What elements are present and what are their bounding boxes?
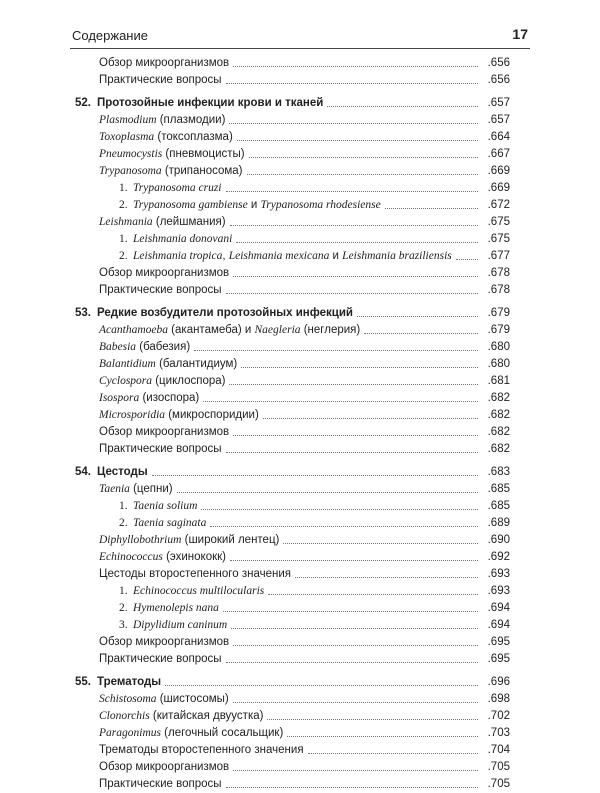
toc-entry-text: (легочный сосальщик) bbox=[160, 727, 284, 739]
toc-entry-title bbox=[99, 129, 233, 146]
dot-leader bbox=[268, 594, 478, 595]
dot-leader bbox=[203, 401, 478, 402]
toc-entry-title bbox=[99, 481, 173, 498]
toc-entry-title bbox=[99, 566, 291, 583]
dot-leader bbox=[327, 106, 478, 107]
toc-entry-title bbox=[99, 373, 225, 390]
toc-entry-text: (китайская двуустка) bbox=[149, 710, 264, 722]
toc-entry[interactable] bbox=[75, 373, 510, 390]
toc-entry[interactable] bbox=[75, 481, 510, 498]
dot-leader bbox=[236, 242, 478, 243]
toc-page-number: .690 bbox=[486, 532, 510, 549]
toc-entry[interactable] bbox=[75, 691, 510, 708]
dot-leader bbox=[229, 123, 478, 124]
toc-entry-number: 55. bbox=[75, 676, 91, 688]
toc-entry-title bbox=[99, 634, 229, 651]
toc-entry[interactable] bbox=[75, 265, 510, 282]
toc-entry[interactable] bbox=[75, 651, 510, 668]
toc-entry-text: (акантамеба) и bbox=[167, 324, 255, 336]
toc-entry-text: Цестоды второстепенного значения bbox=[99, 568, 291, 580]
dot-leader bbox=[283, 543, 478, 544]
toc-entry[interactable] bbox=[75, 441, 510, 458]
toc-entry-text: Dipylidium caninum bbox=[133, 619, 228, 631]
dot-leader bbox=[231, 628, 478, 629]
toc-page-number: .680 bbox=[486, 339, 510, 356]
toc-entry-number: 3. bbox=[119, 619, 128, 631]
toc-entry[interactable] bbox=[75, 424, 510, 441]
toc-entry[interactable] bbox=[75, 583, 510, 600]
toc-page-number: .679 bbox=[486, 322, 510, 339]
dot-leader bbox=[456, 259, 478, 260]
toc-entry-title bbox=[75, 464, 148, 481]
toc-entry-number: 2. bbox=[119, 602, 128, 614]
toc-entry-title bbox=[75, 95, 323, 112]
toc-entry[interactable] bbox=[75, 55, 510, 72]
dot-leader bbox=[308, 753, 478, 754]
toc-entry-text: Практические вопросы bbox=[99, 653, 222, 665]
toc-entry-text: (лейшмания) bbox=[152, 216, 226, 228]
toc-entry-title bbox=[99, 424, 229, 441]
dot-leader bbox=[210, 526, 478, 527]
toc-entry-text: Taenia solium bbox=[133, 500, 198, 512]
toc-page-number: .675 bbox=[486, 214, 510, 231]
toc-chapter[interactable] bbox=[75, 464, 510, 481]
toc-entry-text: (бабезия) bbox=[136, 341, 191, 353]
toc-entry-text: Практические вопросы bbox=[99, 443, 222, 455]
dot-leader bbox=[263, 418, 478, 419]
dot-leader bbox=[226, 452, 478, 453]
toc-entry-text: Leishmania donovani bbox=[133, 233, 233, 245]
toc-page-number: .682 bbox=[486, 407, 510, 424]
dot-leader bbox=[152, 475, 478, 476]
toc-entry-text: Leishmania bbox=[99, 216, 153, 228]
toc-entry-text: и bbox=[247, 199, 261, 211]
toc-entry-title bbox=[99, 549, 226, 566]
toc-entry-text: Isospora bbox=[99, 392, 140, 404]
toc-page-number: .693 bbox=[486, 566, 510, 583]
toc-entry[interactable] bbox=[75, 339, 510, 356]
toc-entry[interactable] bbox=[75, 776, 510, 793]
dot-leader bbox=[230, 225, 478, 226]
toc-page-number: .695 bbox=[486, 651, 510, 668]
toc-entry-title bbox=[99, 339, 190, 356]
dot-leader bbox=[233, 645, 478, 646]
toc-entry-text: (неглерия) bbox=[300, 324, 361, 336]
toc-page-number: .695 bbox=[486, 634, 510, 651]
toc-entry-title bbox=[75, 305, 353, 322]
dot-leader bbox=[233, 435, 478, 436]
toc-entry-title bbox=[99, 651, 222, 668]
toc-page-number: .679 bbox=[486, 305, 510, 322]
toc-entry-text: Hymenolepis nana bbox=[133, 602, 219, 614]
dot-leader bbox=[241, 367, 478, 368]
dot-leader bbox=[165, 685, 478, 686]
toc-entry-title bbox=[99, 742, 304, 759]
toc-entry-text: Microsporidia bbox=[99, 409, 166, 421]
toc-entry-title bbox=[119, 248, 452, 265]
toc-entry[interactable] bbox=[75, 112, 510, 129]
toc-entry[interactable] bbox=[75, 146, 510, 163]
toc-entry-text: (циклоспора) bbox=[152, 375, 226, 387]
toc-entry-text: Balantidium bbox=[99, 358, 156, 370]
toc-entry-text: Toxoplasma bbox=[99, 131, 155, 143]
toc-page-number: .656 bbox=[486, 72, 510, 89]
toc-entry-title bbox=[99, 112, 225, 129]
toc-entry-title bbox=[99, 407, 259, 424]
table-of-contents bbox=[75, 55, 510, 793]
dot-leader bbox=[385, 208, 478, 209]
toc-entry-text: Clonorchis bbox=[99, 710, 150, 722]
toc-entry-text: Taenia saginata bbox=[133, 517, 207, 529]
toc-entry-text: (эхинококк) bbox=[162, 551, 227, 563]
toc-entry-text: Babesia bbox=[99, 341, 137, 353]
dot-leader bbox=[364, 333, 478, 334]
toc-entry[interactable] bbox=[75, 532, 510, 549]
toc-entry-title bbox=[119, 498, 197, 515]
toc-page-number: .667 bbox=[486, 146, 510, 163]
toc-entry-title bbox=[99, 356, 237, 373]
toc-entry-text: (изоспора) bbox=[139, 392, 200, 404]
toc-entry-title bbox=[119, 617, 227, 634]
toc-page-number: .682 bbox=[486, 441, 510, 458]
toc-page-number: .681 bbox=[486, 373, 510, 390]
toc-entry-text: Echinococcus bbox=[99, 551, 163, 563]
toc-entry-text: Trypanosoma rhodesiense bbox=[260, 199, 381, 211]
toc-page-number: .689 bbox=[486, 515, 510, 532]
toc-page-number: .698 bbox=[486, 691, 510, 708]
toc-page-number: .696 bbox=[486, 674, 510, 691]
toc-entry-title bbox=[119, 600, 219, 617]
dot-leader bbox=[230, 560, 478, 561]
toc-entry-title bbox=[99, 72, 222, 89]
toc-entry[interactable] bbox=[75, 515, 510, 532]
toc-entry-text: Практические вопросы bbox=[99, 778, 222, 790]
toc-entry-text: Acanthamoeba bbox=[99, 324, 168, 336]
toc-entry-text: Trypanosoma cruzi bbox=[133, 182, 222, 194]
toc-entry-text: Практические вопросы bbox=[99, 74, 222, 86]
toc-entry[interactable] bbox=[75, 390, 510, 407]
toc-entry-title bbox=[119, 231, 232, 248]
toc-entry-title bbox=[119, 197, 381, 214]
toc-chapter[interactable] bbox=[75, 95, 510, 112]
toc-entry-title bbox=[99, 322, 360, 339]
toc-entry-text: (пневмоцисты) bbox=[162, 148, 245, 160]
toc-entry[interactable] bbox=[75, 163, 510, 180]
toc-entry-text: и bbox=[329, 250, 343, 262]
toc-page-number: .693 bbox=[486, 583, 510, 600]
toc-page-number: .682 bbox=[486, 424, 510, 441]
dot-leader bbox=[226, 787, 478, 788]
toc-page-number: .675 bbox=[486, 231, 510, 248]
toc-entry-number: 1. bbox=[119, 500, 128, 512]
toc-entry-number: 54. bbox=[75, 466, 91, 478]
toc-entry-title bbox=[119, 515, 206, 532]
toc-entry-text: (широкий лентец) bbox=[181, 534, 280, 546]
toc-entry-number: 52. bbox=[75, 97, 91, 109]
toc-chapter[interactable] bbox=[75, 305, 510, 322]
toc-entry[interactable] bbox=[75, 231, 510, 248]
dot-leader bbox=[201, 509, 478, 510]
toc-entry-text: Echinococcus multilocularis bbox=[133, 585, 265, 597]
toc-entry-text: Цестоды bbox=[97, 466, 148, 478]
toc-entry[interactable] bbox=[75, 72, 510, 89]
toc-entry-title bbox=[119, 583, 264, 600]
toc-entry[interactable] bbox=[75, 248, 510, 265]
toc-entry-title bbox=[99, 776, 222, 793]
dot-leader bbox=[233, 702, 478, 703]
dot-leader bbox=[249, 157, 478, 158]
toc-entry-text: Cyclospora bbox=[99, 375, 153, 387]
toc-entry[interactable] bbox=[75, 282, 510, 299]
dot-leader bbox=[357, 316, 478, 317]
toc-entry-title bbox=[99, 163, 243, 180]
dot-leader bbox=[223, 611, 478, 612]
toc-page-number: .702 bbox=[486, 708, 510, 725]
toc-entry[interactable] bbox=[75, 549, 510, 566]
toc-chapter[interactable] bbox=[75, 674, 510, 691]
toc-page-number: .705 bbox=[486, 776, 510, 793]
toc-page-number: .703 bbox=[486, 725, 510, 742]
toc-page-number: .694 bbox=[486, 600, 510, 617]
toc-page-number: .692 bbox=[486, 549, 510, 566]
toc-entry[interactable] bbox=[75, 180, 510, 197]
toc-entry-title bbox=[99, 55, 229, 72]
dot-leader bbox=[267, 719, 478, 720]
toc-entry[interactable] bbox=[75, 634, 510, 651]
toc-entry[interactable] bbox=[75, 322, 510, 339]
toc-entry-text: Leishmania braziliensis bbox=[342, 250, 452, 262]
toc-entry-text: Трематоды bbox=[97, 676, 162, 688]
toc-entry-title bbox=[99, 725, 283, 742]
toc-entry-text: (плазмодии) bbox=[156, 114, 226, 126]
toc-entry[interactable] bbox=[75, 617, 510, 634]
toc-entry[interactable] bbox=[75, 742, 510, 759]
toc-entry-number: 53. bbox=[75, 307, 91, 319]
toc-entry-text: Plasmodium bbox=[99, 114, 157, 126]
running-header-title: Содержание bbox=[72, 28, 148, 43]
toc-entry[interactable] bbox=[75, 708, 510, 725]
toc-page-number: .694 bbox=[486, 617, 510, 634]
toc-page-number: .672 bbox=[486, 197, 510, 214]
toc-entry-text: Trypanosoma bbox=[99, 165, 162, 177]
toc-page-number: .656 bbox=[486, 55, 510, 72]
toc-page-number: .680 bbox=[486, 356, 510, 373]
toc-entry-text: (микроспоридии) bbox=[165, 409, 259, 421]
toc-entry[interactable] bbox=[75, 759, 510, 776]
toc-entry-text: (токсоплазма) bbox=[154, 131, 233, 143]
toc-entry-text: (трипаносома) bbox=[161, 165, 243, 177]
toc-entry[interactable] bbox=[75, 214, 510, 231]
toc-page-number: .657 bbox=[486, 95, 510, 112]
dot-leader bbox=[226, 662, 478, 663]
page-number: 17 bbox=[512, 26, 528, 42]
toc-entry-number: 2. bbox=[119, 250, 128, 262]
toc-entry-text: Обзор микроорганизмов bbox=[99, 636, 230, 648]
toc-entry-text: Обзор микроорганизмов bbox=[99, 426, 230, 438]
dot-leader bbox=[177, 492, 478, 493]
toc-page-number: .682 bbox=[486, 390, 510, 407]
toc-entry-text: Diphyllobothrium bbox=[99, 534, 182, 546]
toc-entry-text: Leishmania mexicana bbox=[228, 250, 330, 262]
dot-leader bbox=[226, 83, 478, 84]
toc-page-number: .705 bbox=[486, 759, 510, 776]
toc-entry[interactable] bbox=[75, 197, 510, 214]
dot-leader bbox=[295, 577, 478, 578]
toc-entry-title bbox=[99, 708, 263, 725]
toc-entry-text: Paragonimus bbox=[99, 727, 161, 739]
toc-page-number: .683 bbox=[486, 464, 510, 481]
toc-page-number: .685 bbox=[486, 498, 510, 515]
toc-entry-title bbox=[99, 146, 245, 163]
toc-entry-number: 1. bbox=[119, 233, 128, 245]
toc-entry-title bbox=[119, 180, 222, 197]
toc-entry-text: Trypanosoma gambiense bbox=[133, 199, 248, 211]
toc-entry-number: 2. bbox=[119, 199, 128, 211]
toc-entry[interactable] bbox=[75, 498, 510, 515]
toc-entry-number: 1. bbox=[119, 182, 128, 194]
toc-entry-text: Трематоды второстепенного значения bbox=[99, 744, 304, 756]
dot-leader bbox=[237, 140, 478, 141]
toc-entry-text: Практические вопросы bbox=[99, 284, 222, 296]
toc-entry-text: (балантидиум) bbox=[155, 358, 238, 370]
toc-entry-text: Taenia bbox=[99, 483, 130, 495]
toc-page-number: .685 bbox=[486, 481, 510, 498]
toc-entry-title bbox=[99, 390, 199, 407]
toc-entry-title bbox=[99, 214, 226, 231]
toc-page-number: .657 bbox=[486, 112, 510, 129]
toc-page-number: .669 bbox=[486, 163, 510, 180]
toc-entry-text: Leishmania tropica bbox=[133, 250, 223, 262]
toc-entry-text: Обзор микроорганизмов bbox=[99, 57, 230, 69]
toc-entry-title bbox=[99, 282, 222, 299]
toc-entry-text: Редкие возбудители протозойных инфекций bbox=[97, 307, 353, 319]
dot-leader bbox=[194, 350, 478, 351]
running-header bbox=[70, 26, 530, 49]
toc-entry-title bbox=[99, 532, 279, 549]
toc-entry-text: Протозойные инфекции крови и тканей bbox=[97, 97, 324, 109]
dot-leader bbox=[233, 66, 478, 67]
dot-leader bbox=[233, 770, 478, 771]
dot-leader bbox=[233, 276, 478, 277]
toc-entry[interactable] bbox=[75, 129, 510, 146]
toc-entry-title bbox=[99, 265, 229, 282]
toc-page-number: .677 bbox=[486, 248, 510, 265]
dot-leader bbox=[247, 174, 478, 175]
toc-entry-title bbox=[99, 691, 229, 708]
toc-page-number: .704 bbox=[486, 742, 510, 759]
toc-page-number: .678 bbox=[486, 282, 510, 299]
toc-entry-number: 2. bbox=[119, 517, 128, 529]
dot-leader bbox=[226, 191, 478, 192]
toc-page-number: .678 bbox=[486, 265, 510, 282]
toc-entry-text: Naegleria bbox=[254, 324, 301, 336]
toc-entry[interactable] bbox=[75, 725, 510, 742]
toc-entry[interactable] bbox=[75, 600, 510, 617]
toc-entry-text: Schistosoma bbox=[99, 693, 157, 705]
toc-entry-text: (шистосомы) bbox=[156, 693, 229, 705]
dot-leader bbox=[229, 384, 478, 385]
toc-page-number: .664 bbox=[486, 129, 510, 146]
toc-entry-text: Обзор микроорганизмов bbox=[99, 267, 230, 279]
toc-entry[interactable] bbox=[75, 356, 510, 373]
toc-entry-text: Pneumocystis bbox=[99, 148, 163, 160]
dot-leader bbox=[226, 293, 478, 294]
toc-entry-title bbox=[99, 759, 229, 776]
toc-entry[interactable] bbox=[75, 566, 510, 583]
toc-entry-title bbox=[75, 674, 161, 691]
dot-leader bbox=[287, 736, 478, 737]
toc-page-number: .669 bbox=[486, 180, 510, 197]
toc-entry-text: (цепни) bbox=[129, 483, 173, 495]
toc-entry-title bbox=[99, 441, 222, 458]
toc-entry-text: Обзор микроорганизмов bbox=[99, 761, 230, 773]
toc-entry-text: , bbox=[222, 250, 229, 262]
toc-entry[interactable] bbox=[75, 407, 510, 424]
toc-entry-number: 1. bbox=[119, 585, 128, 597]
